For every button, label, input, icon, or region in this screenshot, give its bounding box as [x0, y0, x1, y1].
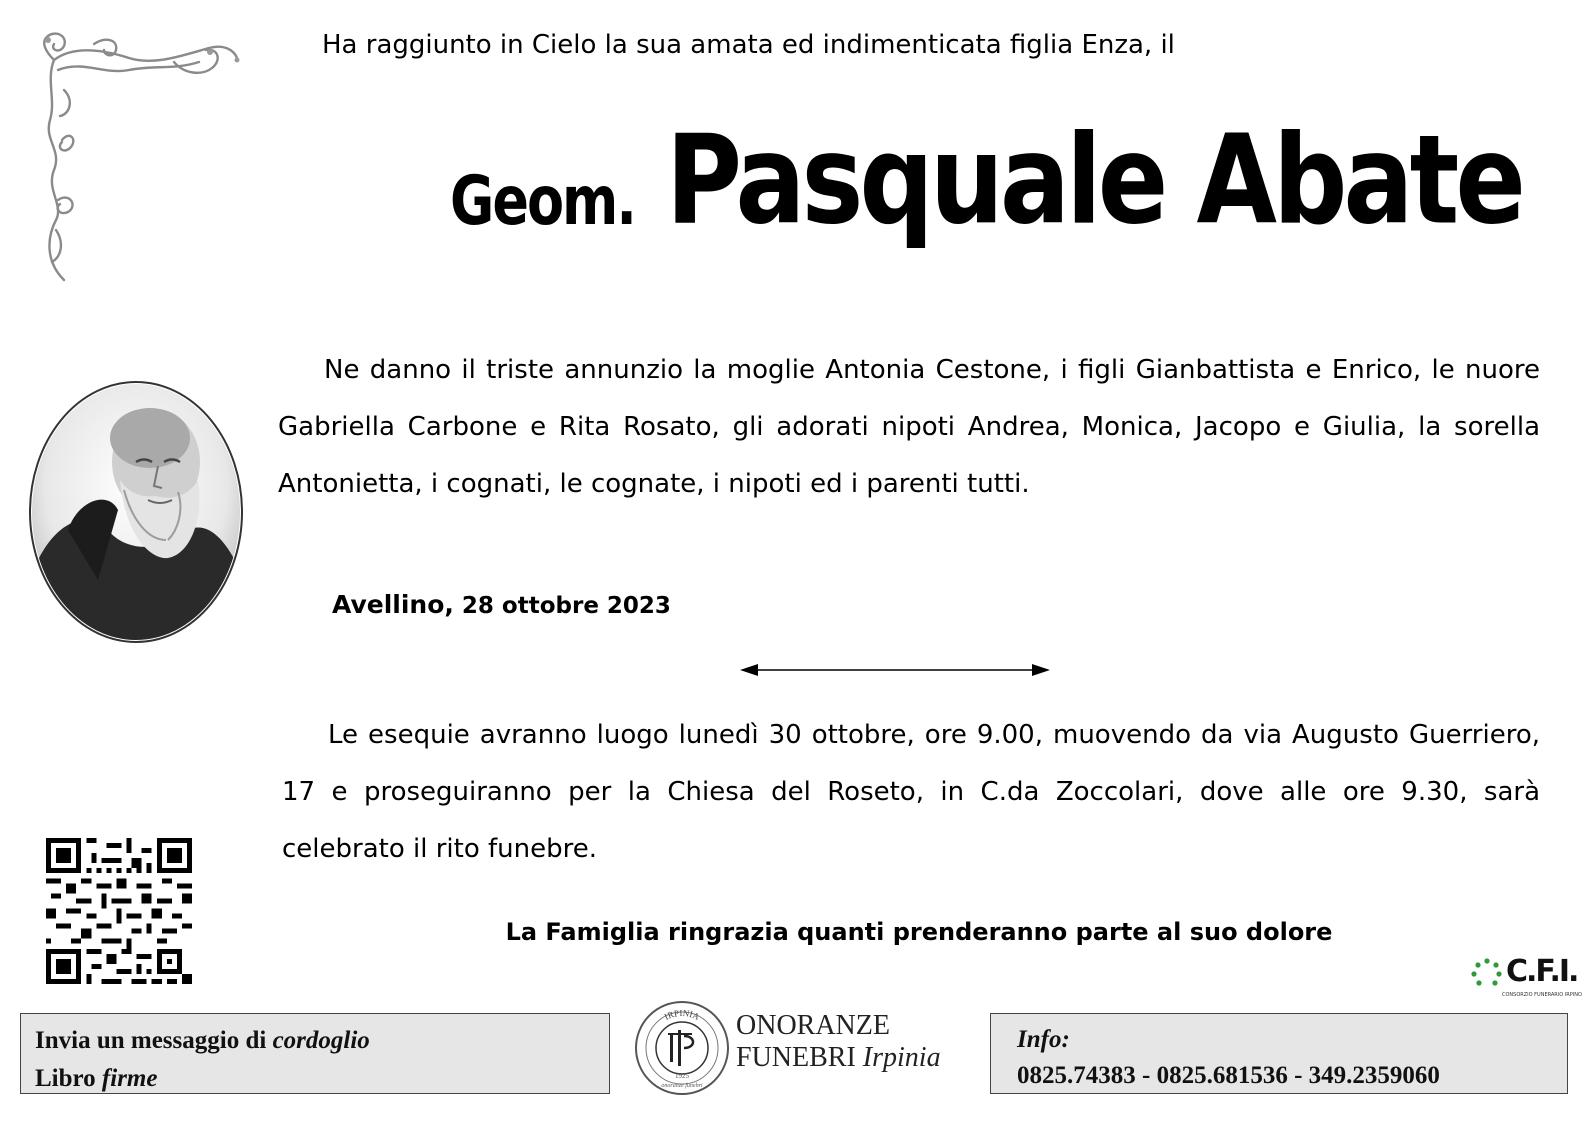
info-box — [990, 1013, 1568, 1094]
cfi-logo-subtitle: CONSORZIO FUNERARIO IRPINO — [1502, 992, 1582, 998]
guestbook-prefix: Libro — [35, 1065, 102, 1092]
logo-bottom-text: onoranze funebri — [661, 1083, 703, 1089]
onoranze-funebri-logo — [632, 998, 732, 1098]
location: Avellino, — [332, 590, 454, 619]
date: 28 ottobre 2023 — [461, 593, 671, 619]
phone-numbers[interactable]: 0825.74383 - 0825.681536 - 349.2359060 — [1017, 1062, 1440, 1089]
guestbook-link[interactable] — [35, 1060, 595, 1098]
location-date — [332, 590, 671, 619]
funeral-details-text: Le esequie avranno luogo lunedì 30 ottobre, ore 9.00, muovendo da via Augusto Guerriero, 17 e proseguiranno per la Chiesa del Roseto, in C.da Zoccolari, dove alle ore 9.30, sarà celebrato il rito funebre. — [282, 720, 1540, 864]
corner-ornament — [34, 30, 244, 285]
info-label: Info: — [1017, 1026, 1070, 1053]
guestbook-italic: firme — [101, 1065, 158, 1092]
company-name — [736, 1010, 941, 1074]
double-arrow-divider — [740, 662, 1050, 678]
family-thanks: La Famiglia ringrazia quanti prenderanno parte al suo dolore — [505, 918, 1333, 946]
logo-top-text: IRPINIA — [662, 1007, 702, 1022]
deceased-name: Pasquale Abate — [665, 108, 1522, 252]
condolence-box[interactable] — [20, 1013, 610, 1094]
company-line-2-italic: Irpinia — [862, 1042, 941, 1073]
condolence-link[interactable] — [35, 1022, 595, 1060]
intro-text: Ha raggiunto in Cielo la sua amata ed indimenticata figlia Enza, il — [322, 30, 1175, 60]
logo-year: 1925 — [675, 1072, 689, 1080]
company-line-1: ONORANZE — [736, 1010, 890, 1041]
dots-ring-icon — [1470, 958, 1504, 988]
company-line-2-prefix: FUNEBRI — [736, 1042, 863, 1073]
qr-code[interactable] — [46, 838, 192, 984]
cfi-logo-text: C.F.I. — [1506, 954, 1578, 989]
portrait-photo — [28, 380, 244, 644]
honorific-title: Geom. — [450, 161, 635, 240]
condolence-italic: cordoglio — [272, 1027, 370, 1054]
deceased-name-block — [450, 108, 1522, 252]
company-line-2 — [736, 1042, 941, 1074]
cfi-logo — [1470, 954, 1582, 1002]
condolence-prefix: Invia un messaggio di — [35, 1027, 273, 1054]
announcement-text: Ne danno il triste annunzio la moglie Antonia Cestone, i figli Gianbattista e Enrico, le nuore Gabriella Carbone e Rita Rosato, gli adorati nipoti Andrea, Monica, Jacopo e Giulia, la sorella Antonietta, i cognati, le cognate, i nipoti ed i parenti tutti. — [278, 355, 1540, 499]
